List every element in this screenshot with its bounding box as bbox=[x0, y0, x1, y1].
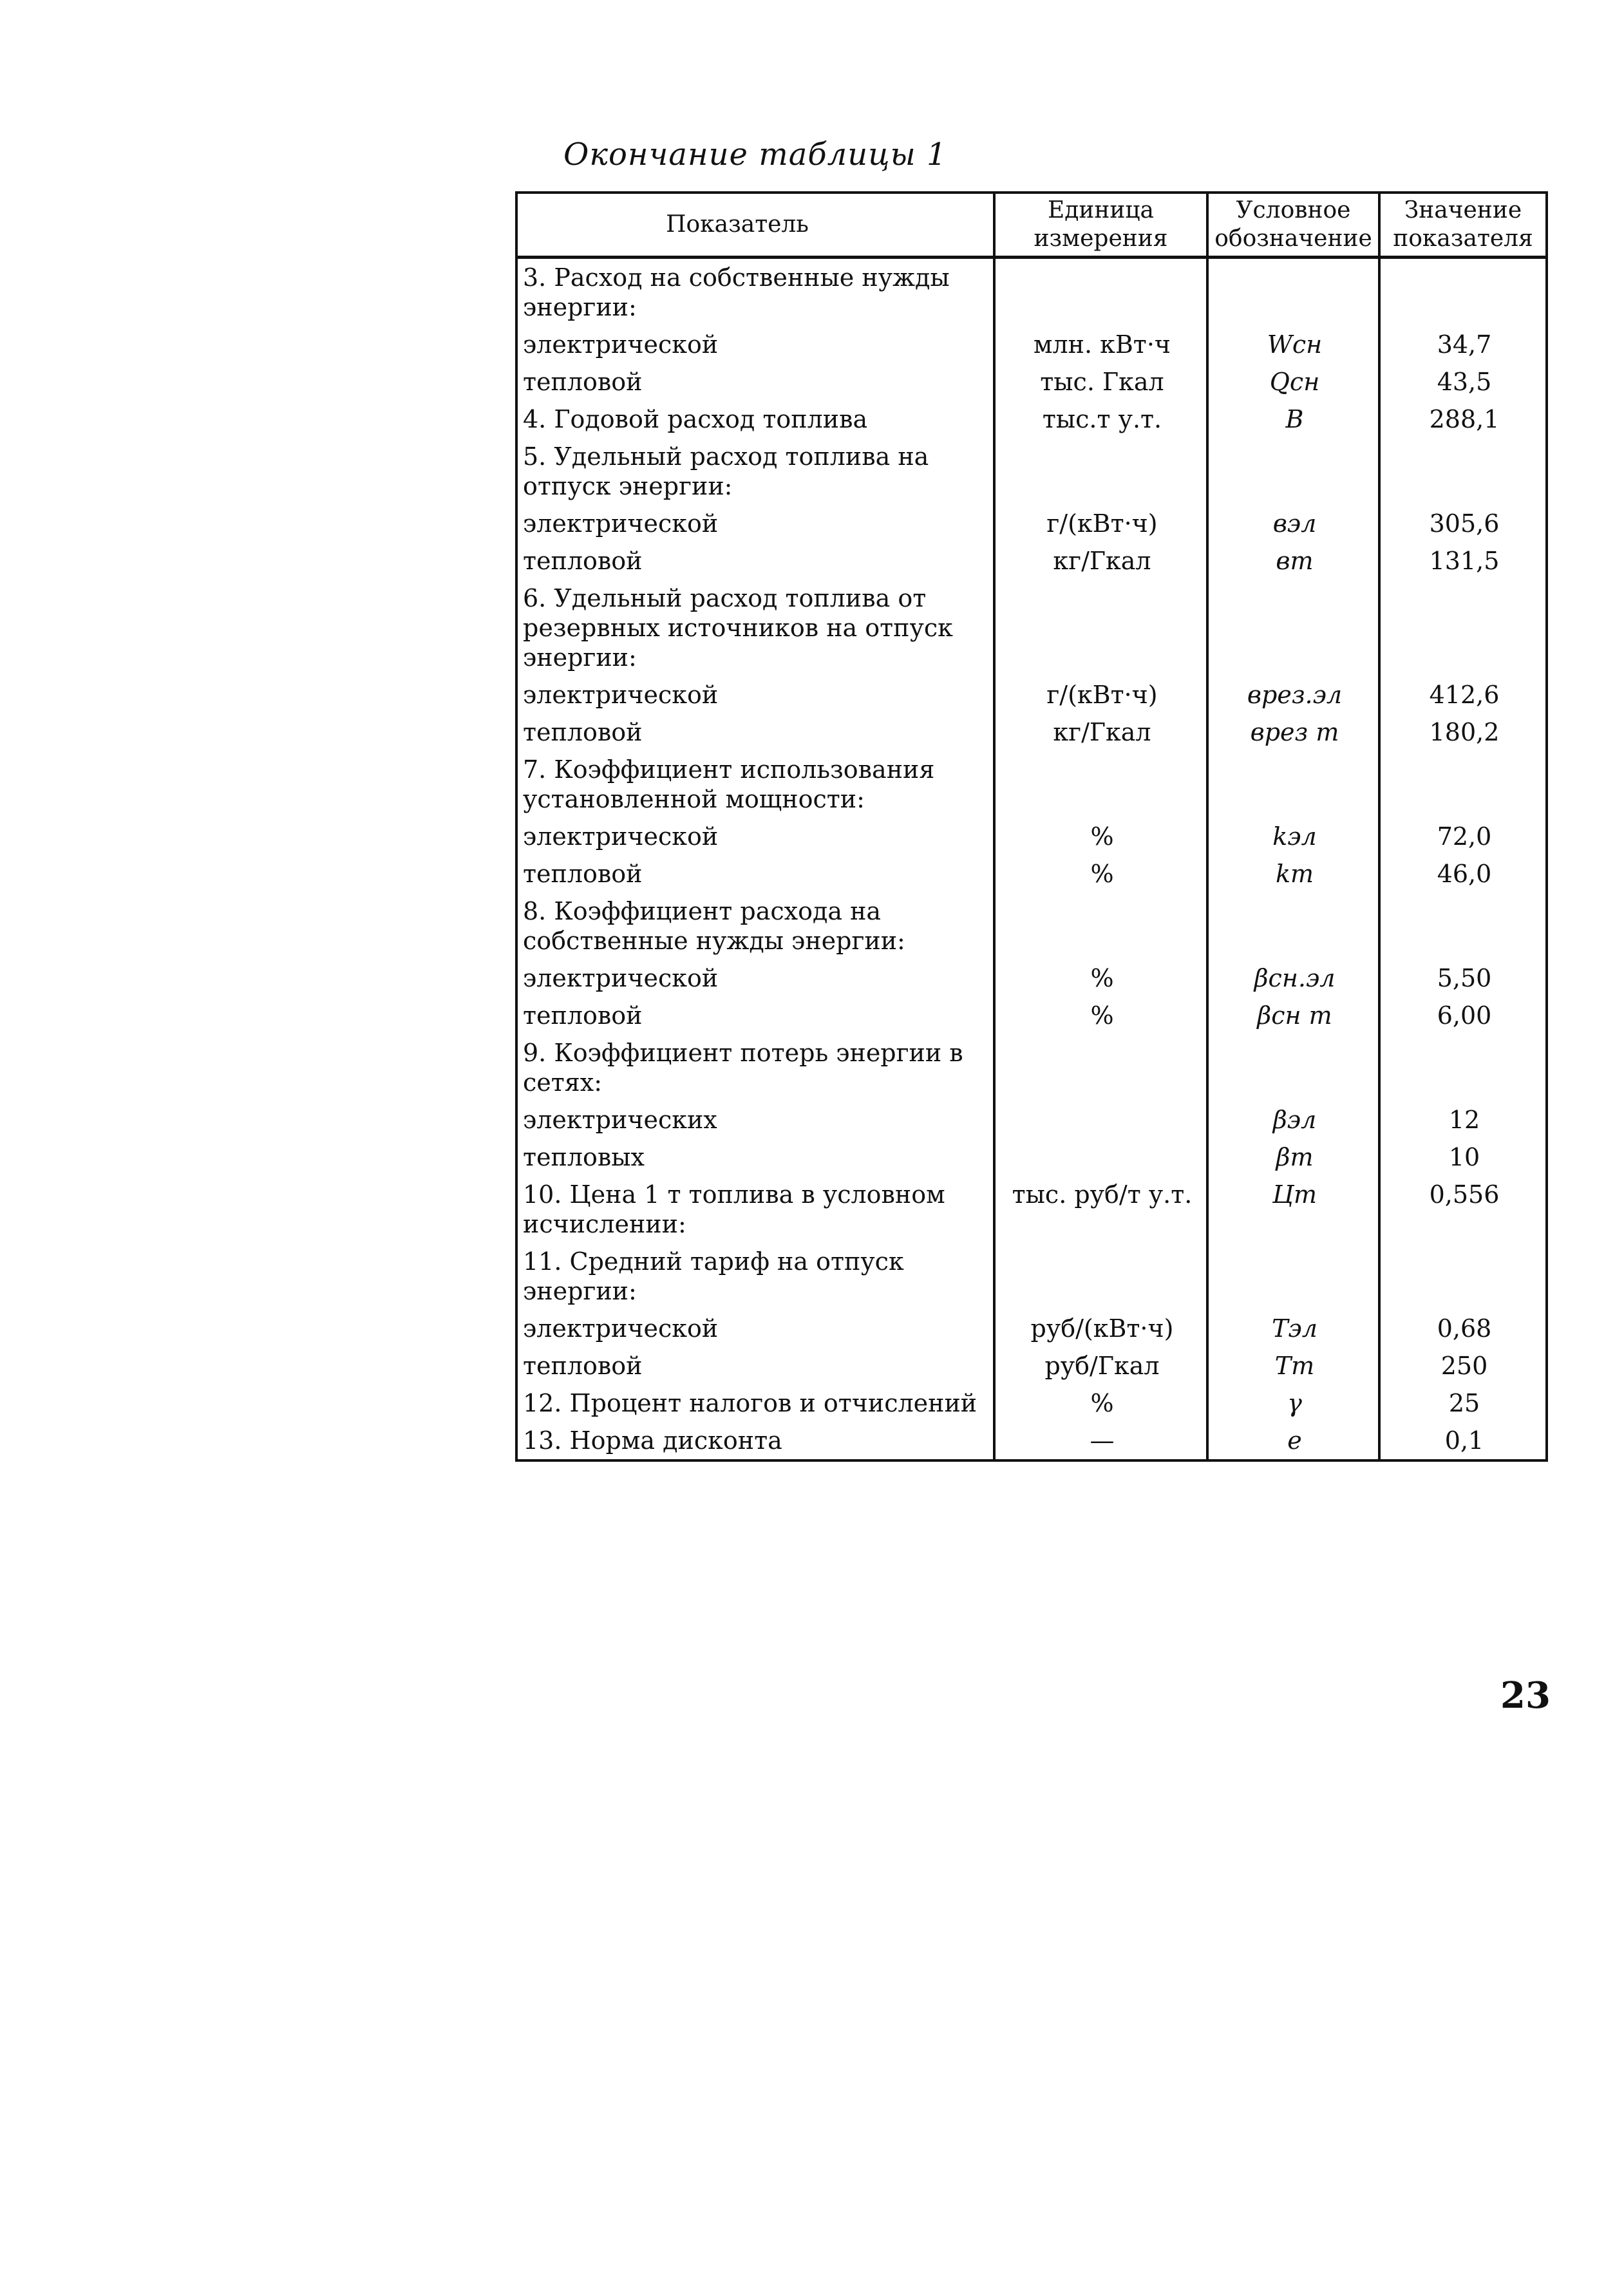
unit-cell: г/(кВт·ч) bbox=[994, 676, 1207, 713]
value-cell: 412,6 bbox=[1379, 676, 1547, 713]
indicator-cell: электрической bbox=[516, 326, 994, 363]
indicator-cell: 9. Коэффициент потерь энергии в сетях: bbox=[516, 1034, 994, 1101]
indicator-cell: тепловой bbox=[516, 363, 994, 401]
symbol-cell: kт bbox=[1207, 855, 1379, 893]
table-caption: Окончание таблицы 1 bbox=[563, 137, 947, 173]
table-row bbox=[516, 438, 1547, 505]
value-cell: 6,00 bbox=[1379, 997, 1547, 1034]
table-row bbox=[516, 258, 1547, 326]
indicator-cell: тепловой bbox=[516, 713, 994, 751]
symbol-cell: γ bbox=[1207, 1384, 1379, 1422]
indicator-cell: 6. Удельный расход топлива от резервных источников на отпуск энергии: bbox=[516, 580, 994, 676]
indicator-cell: 12. Процент налогов и отчислений bbox=[516, 1384, 994, 1422]
unit-cell bbox=[994, 438, 1207, 505]
table-body bbox=[516, 258, 1547, 1461]
table-row bbox=[516, 401, 1547, 438]
indicator-cell: 4. Годовой расход топлива bbox=[516, 401, 994, 438]
unit-cell: тыс. Гкал bbox=[994, 363, 1207, 401]
symbol-cell bbox=[1207, 438, 1379, 505]
table-row bbox=[516, 1310, 1547, 1347]
unit-cell: тыс. руб/т у.т. bbox=[994, 1176, 1207, 1243]
symbol-cell bbox=[1207, 1034, 1379, 1101]
indicator-cell: электрических bbox=[516, 1101, 994, 1138]
table-row bbox=[516, 959, 1547, 997]
page-number: 23 bbox=[1500, 1674, 1551, 1717]
table-row bbox=[516, 818, 1547, 855]
table-header-row bbox=[516, 193, 1547, 258]
value-cell: 288,1 bbox=[1379, 401, 1547, 438]
value-cell: 250 bbox=[1379, 1347, 1547, 1384]
symbol-cell: βэл bbox=[1207, 1101, 1379, 1138]
indicator-cell: электрической bbox=[516, 959, 994, 997]
symbol-cell bbox=[1207, 751, 1379, 818]
unit-cell: % bbox=[994, 959, 1207, 997]
unit-cell: тыс.т у.т. bbox=[994, 401, 1207, 438]
table-row bbox=[516, 1243, 1547, 1310]
unit-cell: кг/Гкал bbox=[994, 542, 1207, 580]
column-header-indicator: Показатель bbox=[516, 193, 994, 258]
table-row bbox=[516, 580, 1547, 676]
unit-cell bbox=[994, 751, 1207, 818]
value-cell: 131,5 bbox=[1379, 542, 1547, 580]
value-cell: 43,5 bbox=[1379, 363, 1547, 401]
value-cell: 72,0 bbox=[1379, 818, 1547, 855]
unit-cell bbox=[994, 580, 1207, 676]
value-cell: 34,7 bbox=[1379, 326, 1547, 363]
unit-cell: % bbox=[994, 1384, 1207, 1422]
indicators-table bbox=[515, 191, 1548, 1462]
value-cell: 5,50 bbox=[1379, 959, 1547, 997]
symbol-cell: Цт bbox=[1207, 1176, 1379, 1243]
column-header-value: Значение показателя bbox=[1379, 193, 1547, 258]
value-cell bbox=[1379, 1243, 1547, 1310]
value-cell: 10 bbox=[1379, 1138, 1547, 1176]
symbol-cell: Тт bbox=[1207, 1347, 1379, 1384]
symbol-cell bbox=[1207, 258, 1379, 326]
symbol-cell: e bbox=[1207, 1422, 1379, 1460]
symbol-cell: врез.эл bbox=[1207, 676, 1379, 713]
indicator-cell: 10. Цена 1 т топлива в условном исчислении: bbox=[516, 1176, 994, 1243]
table-row bbox=[516, 505, 1547, 542]
indicator-cell: 3. Расход на собственные нужды энергии: bbox=[516, 258, 994, 326]
symbol-cell: βсн.эл bbox=[1207, 959, 1379, 997]
symbol-cell: B bbox=[1207, 401, 1379, 438]
symbol-cell: Wсн bbox=[1207, 326, 1379, 363]
indicator-cell: 5. Удельный расход топлива на отпуск энергии: bbox=[516, 438, 994, 505]
unit-cell: руб/(кВт·ч) bbox=[994, 1310, 1207, 1347]
value-cell: 0,68 bbox=[1379, 1310, 1547, 1347]
table-row bbox=[516, 1347, 1547, 1384]
unit-cell bbox=[994, 1243, 1207, 1310]
value-cell: 0,1 bbox=[1379, 1422, 1547, 1460]
value-cell: 0,556 bbox=[1379, 1176, 1547, 1243]
table-row bbox=[516, 751, 1547, 818]
indicator-cell: электрической bbox=[516, 676, 994, 713]
value-cell: 12 bbox=[1379, 1101, 1547, 1138]
value-cell bbox=[1379, 580, 1547, 676]
symbol-cell: kэл bbox=[1207, 818, 1379, 855]
indicator-cell: электрической bbox=[516, 818, 994, 855]
unit-cell bbox=[994, 1034, 1207, 1101]
unit-cell bbox=[994, 1138, 1207, 1176]
table-row bbox=[516, 1138, 1547, 1176]
indicator-cell: 7. Коэффициент использования установленной мощности: bbox=[516, 751, 994, 818]
value-cell bbox=[1379, 1034, 1547, 1101]
indicator-cell: электрической bbox=[516, 505, 994, 542]
table-row bbox=[516, 1101, 1547, 1138]
symbol-cell bbox=[1207, 580, 1379, 676]
value-cell bbox=[1379, 438, 1547, 505]
table-row bbox=[516, 893, 1547, 959]
unit-cell bbox=[994, 1101, 1207, 1138]
value-cell: 180,2 bbox=[1379, 713, 1547, 751]
symbol-cell: врез т bbox=[1207, 713, 1379, 751]
value-cell: 25 bbox=[1379, 1384, 1547, 1422]
unit-cell: % bbox=[994, 818, 1207, 855]
table-row bbox=[516, 1176, 1547, 1243]
column-header-unit: Единица измерения bbox=[994, 193, 1207, 258]
symbol-cell: Тэл bbox=[1207, 1310, 1379, 1347]
unit-cell: млн. кВт·ч bbox=[994, 326, 1207, 363]
table-row bbox=[516, 713, 1547, 751]
unit-cell: % bbox=[994, 855, 1207, 893]
indicator-cell: 13. Норма дисконта bbox=[516, 1422, 994, 1460]
value-cell bbox=[1379, 751, 1547, 818]
unit-cell bbox=[994, 258, 1207, 326]
indicator-cell: тепловой bbox=[516, 855, 994, 893]
table-row bbox=[516, 363, 1547, 401]
value-cell bbox=[1379, 893, 1547, 959]
unit-cell bbox=[994, 893, 1207, 959]
indicator-cell: тепловой bbox=[516, 1347, 994, 1384]
indicator-cell: 11. Средний тариф на отпуск энергии: bbox=[516, 1243, 994, 1310]
table-row bbox=[516, 855, 1547, 893]
table-row bbox=[516, 1422, 1547, 1460]
column-header-symbol: Условное обозначение bbox=[1207, 193, 1379, 258]
symbol-cell: βсн т bbox=[1207, 997, 1379, 1034]
symbol-cell: вт bbox=[1207, 542, 1379, 580]
indicator-cell: тепловых bbox=[516, 1138, 994, 1176]
table-row bbox=[516, 1384, 1547, 1422]
indicator-cell: 8. Коэффициент расхода на собственные нужды энергии: bbox=[516, 893, 994, 959]
unit-cell: г/(кВт·ч) bbox=[994, 505, 1207, 542]
unit-cell: — bbox=[994, 1422, 1207, 1460]
symbol-cell: βт bbox=[1207, 1138, 1379, 1176]
table-row bbox=[516, 326, 1547, 363]
value-cell: 46,0 bbox=[1379, 855, 1547, 893]
table-row bbox=[516, 676, 1547, 713]
symbol-cell: Qсн bbox=[1207, 363, 1379, 401]
table-row bbox=[516, 997, 1547, 1034]
indicator-cell: электрической bbox=[516, 1310, 994, 1347]
value-cell bbox=[1379, 258, 1547, 326]
indicator-cell: тепловой bbox=[516, 997, 994, 1034]
table-row bbox=[516, 542, 1547, 580]
unit-cell: кг/Гкал bbox=[994, 713, 1207, 751]
symbol-cell bbox=[1207, 1243, 1379, 1310]
unit-cell: руб/Гкал bbox=[994, 1347, 1207, 1384]
unit-cell: % bbox=[994, 997, 1207, 1034]
table-row bbox=[516, 1034, 1547, 1101]
value-cell: 305,6 bbox=[1379, 505, 1547, 542]
symbol-cell: вэл bbox=[1207, 505, 1379, 542]
symbol-cell bbox=[1207, 893, 1379, 959]
indicator-cell: тепловой bbox=[516, 542, 994, 580]
